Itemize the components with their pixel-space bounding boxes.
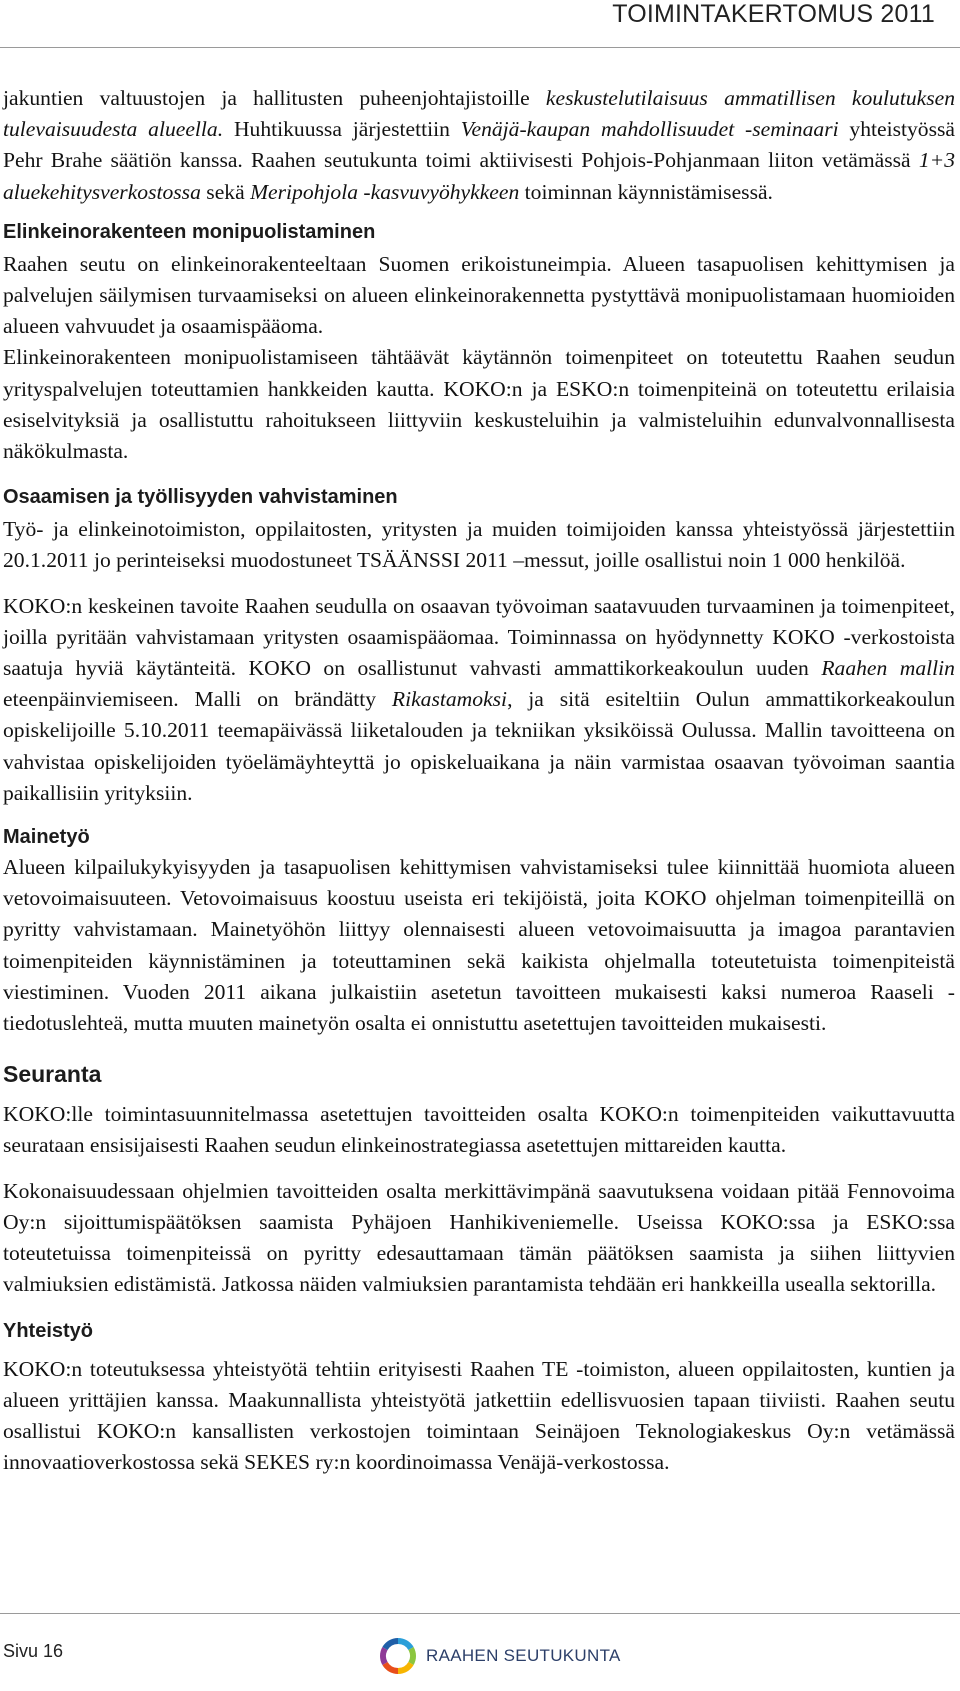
section-paragraph: Kokonaisuudessaan ohjelmien tavoitteiden osalta merkittävimpänä saavutuksena voidaan pitää Fennovoima Oy:n sijoittumispäätöksen saamista Pyhäjoen Hanhikiveniemelle. Useissa KOKO:ssa ja ESKO:ssa toteutetuissa toimenpiteissä on pyritty edesauttamaan tämän päätöksen saamista ja siihen liittyvien valmiuksien edistämistä. Jatkossa näiden valmiuksien parantamista tehdään eri hankkeilla usealla sektorilla.: [3, 1178, 955, 1297]
page-number: Sivu 16: [3, 1641, 64, 1661]
section-heading: Elinkeinorakenteen monipuolistaminen: [3, 220, 376, 243]
intro-emphasis-seminar: Venäjä-kaupan mahdollisuudet -seminaari: [460, 117, 839, 142]
intro-paragraph: [3, 83, 955, 208]
ring-logo-icon: [378, 1636, 418, 1676]
page-footer: [0, 1613, 960, 1691]
intro-text-e: toiminnan käynnistämisessä.: [519, 179, 773, 204]
intro-text-b: Huhtikuussa järjestettiin: [223, 117, 461, 142]
intro-text-d: sekä: [200, 179, 251, 204]
intro-emphasis-event: keskustelutilaisuus ammatillisen koulutuksen tulevaisuudesta alueella.: [3, 86, 955, 142]
section-paragraph: KOKO:lle toimintasuunnitelmassa asetettujen tavoitteiden osalta KOKO:n toimenpiteiden vaikuttavuutta seurataan ensisijaisesti Raahen seudun elinkeinostrategiassa asetettujen mittareiden kautta.: [3, 1102, 955, 1158]
intro-text-a: jakuntien valtuustojen ja hallitusten puheenjohtajistoille: [3, 86, 546, 110]
intro-emphasis-network: 1+3 aluekehitysverkostossa: [3, 148, 955, 204]
paragraph-text-c: , ja sitä esiteltiin Oulun ammattikorkeakoulun opiskelijoille 5.10.2011 teemapäivässä liiketalouden ja tekniikan yksiköissä Oulussa. Mallin tavoitteena on vahvistaa opiskelijoiden työelämäyhteyttä jo opiskeluaikana ja näin varmistaa osaavan työvoiman saantia paikallisiin yrityksiin.: [3, 687, 956, 805]
logo-ring-segment: [411, 1649, 413, 1664]
section-heading: Osaamisen ja työllisyyden vahvistaminen: [3, 486, 398, 509]
logo-wordmark: RAAHEN SEUTUKUNTA: [426, 1646, 621, 1665]
page-content: [3, 83, 955, 1478]
document-title: TOIMINTAKERTOMUS 2011: [612, 0, 935, 28]
section-heading: Yhteistyö: [3, 1319, 94, 1342]
paragraph-emphasis-model: Raahen mallin: [821, 656, 955, 681]
running-header: [0, 0, 960, 48]
section-heading: Seuranta: [3, 1061, 102, 1088]
section-paragraph: Alueen kilpailukykyisyyden ja tasapuolisen kehittymisen vahvistamiseksi tulee kiinnittää huomiota alueen vetovoimaisuuteen. Vetovoimaisuus koostuu useista eri tekijöistä, joita KOKO ohjelman toimenpiteillä on pyritty vahvistamaan. Mainetyöhön liittyy olennaisesti alueen vetovoimaisuutta ja imagoa parantavien toimenpiteiden käynnistäminen ja toteuttaminen sekä kaikista ohjelmalla toteutetuista toimenpiteistä viestiminen. Vuoden 2011 aikana julkaistiin asetetun tavoitteen mukaisesti kaksi numeroa Raaseli -tiedotuslehteä, mutta muuten mainetyön osalta ei onnistuttu asetettujen tavoitteiden mukaisesti.: [3, 855, 955, 1036]
paragraph-text-b: eteenpäinviemiseen. Malli on brändätty: [3, 687, 392, 712]
paragraph-emphasis-brand: Rikastamoksi: [391, 687, 508, 712]
organization-logo: [378, 1636, 621, 1676]
intro-text-c: yhteistyössä Pehr Brahe säätiön kanssa. Raahen seutukunta toimi aktiivisesti Pohjois-Pohjanmaan liiton vetämässä: [3, 117, 955, 173]
intro-emphasis-growth-zone: Meripohjola -kasvuvyöhykkeen: [250, 179, 520, 204]
paragraph-text-a: KOKO:n keskeinen tavoite Raahen seudulla on osaavan työvoiman saatavuuden turvaaminen ja toimenpiteet, joilla pyritään vahvistamaan yritysten osaamispääomaa. Toiminnassa on hyödynnetty KOKO -verkostoista saatuja hyviä käytänteitä. KOKO on osallistunut vahvasti ammattikorkeakoulun uuden: [3, 593, 955, 681]
section-paragraph: Työ- ja elinkeinotoimiston, oppilaitosten, yritysten ja muiden toimijoiden kanssa yhteistyössä järjestettiin 20.1.2011 jo perinteiseksi muodostuneet TSÄÄNSSI 2011 –messut, joille osallistui noin 1 000 henkilöä.: [3, 517, 955, 573]
section-paragraph: Elinkeinorakenteen monipuolistamiseen tähtäävät käytännön toimenpiteet on toteutettu Raahen seudun yrityspalvelujen toteuttamien hankkeiden kautta. KOKO:n ja ESKO:n toimenpiteinä on toteutettu erilaisia esiselvityksiä ja osallistuttu rahoitukseen liittyviin keskusteluihin ja valmisteluihin edunvalvonnallisesta näkökulmasta.: [3, 345, 955, 464]
section-paragraph: Raahen seutu on elinkeinorakenteeltaan Suomen erikoistuneimpia. Alueen tasapuolisen kehittymisen ja palvelujen säilymisen turvaamiseksi on alueen elinkeinorakennetta pystyttävä monipuolistamaan huomioiden alueen vahvuudet ja osaamispääoma.: [3, 251, 955, 339]
footer-divider: [0, 1613, 960, 1614]
section-paragraph: [3, 591, 955, 809]
section-paragraph: KOKO:n toteutuksessa yhteistyötä tehtiin erityisesti Raahen TE -toimiston, alueen oppilaitosten, kuntien ja alueen yrittäjien kanssa. Maakunnallista yhteistyötä jatkettiin edellisvuosien tapaan tiiviisti. Raahen seutu osallistui KOKO:n kansallisten verkostojen toimintaan Seinäjoen Teknologiakeskus Oy:n vetämässä innovaatioverkostossa sekä SEKES ry:n koordinoimassa Venäjä-verkostossa.: [3, 1356, 955, 1475]
logo-ring-segment: [383, 1649, 385, 1664]
section-heading: Mainetyö: [3, 826, 90, 849]
